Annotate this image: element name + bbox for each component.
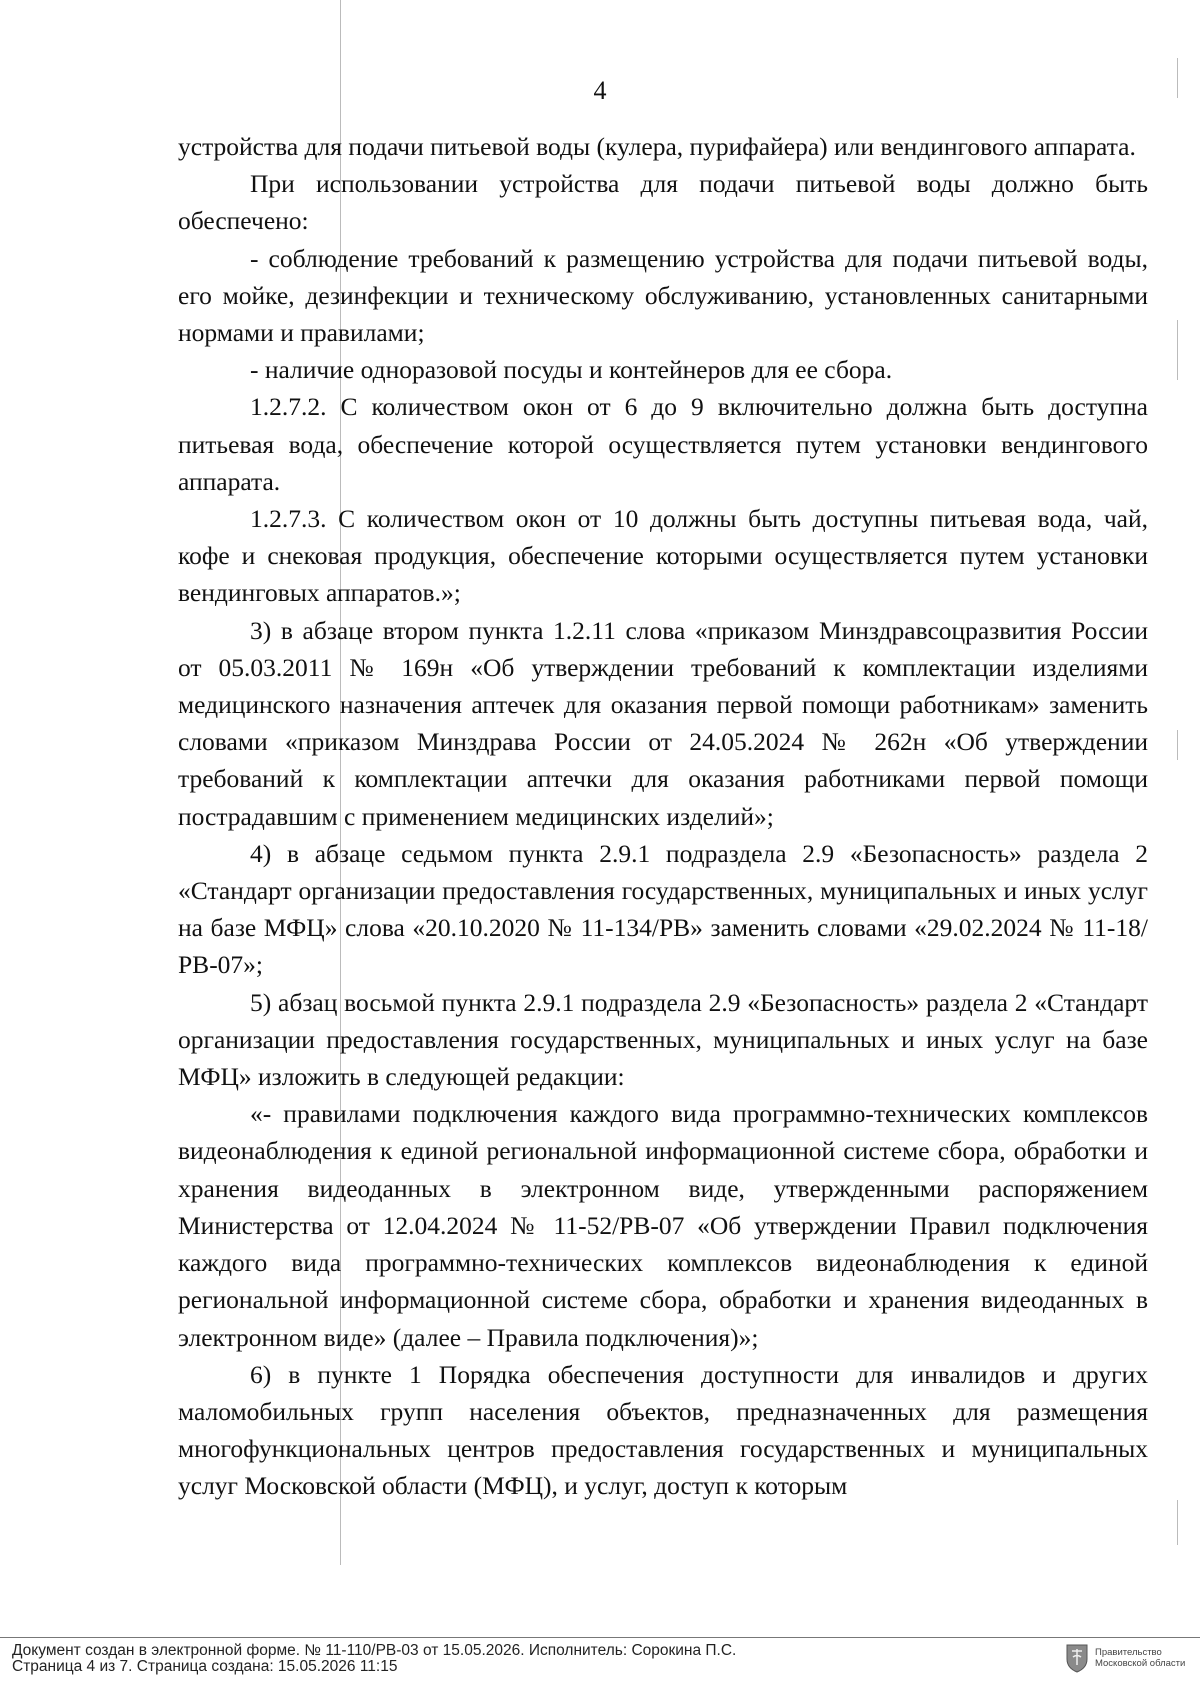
footer-divider (0, 1637, 1200, 1638)
footer-line: Документ создан в электронной форме. № 11-110/РВ-03 от 15.05.2026. Исполнитель: Сорокина П.С. (12, 1642, 737, 1659)
paragraph: 1.2.7.3. С количеством окон от 10 должны быть доступны питьевая вода, чай, кофе и снековая продукция, обеспечение которыми осуществляется путем установки вендинговых аппаратов.»; (178, 504, 1148, 608)
scan-artifact-line (1177, 320, 1178, 380)
paragraph: 3) в абзаце втором пункта 1.2.11 слова «приказом Минздравсоцразвития России от 05.03.2011 № 169н «Об утверждении требований к комплектации изделиями медицинского назначения аптечек для оказания первой помощи работникам» заменить словами «приказом Минздрава России от 24.05.2024 № 262н «Об утверждении требований к комплектации аптечки для оказания работниками первой помощи пострадавшим с применением медицинских изделий»; (178, 615, 1148, 831)
paragraph: 5) абзац восьмой пункта 2.9.1 подраздела 2.9 «Безопасность» раздела 2 «Стандарт организации предоставления государственных, муниципальных и иных услуг на базе МФЦ» изложить в следующей редакции: (178, 987, 1148, 1092)
paragraph: 1.2.7.2. С количеством окон от 6 до 9 включительно должна быть доступна питьевая вода, обеспечение которой осуществляется путем установки вендингового аппарата. (178, 392, 1148, 496)
paragraph: - соблюдение требований к размещению устройства для подачи питьевой воды, его мойке, дезинфекции и техническому обслуживанию, установленных санитарными нормами и правилами; (178, 243, 1148, 348)
coat-of-arms-icon (1064, 1643, 1090, 1673)
paragraph: 6) в пункте 1 Порядка обеспечения доступности для инвалидов и других маломобильных групп населения объектов, предназначенных для размещения многофункциональных центров предоставления государственных и муниципальных услуг Московской области (МФЦ), и услуг, доступ к которым (178, 1359, 1148, 1501)
paragraph: - наличие одноразовой посуды и контейнеров для ее сбора. (250, 355, 893, 385)
scan-artifact-line (1177, 730, 1178, 760)
document-body (178, 128, 1148, 1505)
paragraph: При использовании устройства для подачи питьевой воды должно быть обеспечено: (178, 169, 1148, 236)
footer (12, 1643, 736, 1675)
page-number: 4 (593, 76, 607, 105)
emblem-line: Правительство (1095, 1647, 1162, 1658)
paragraph: «- правилами подключения каждого вида программно-технических комплексов видеонаблюдения к единой региональной информационной системе сбора, обработки и хранения видеоданных в электронном виде, утвержденными распоряжением Министерства от 12.04.2024 № 11-52/РВ-07 «Об утверждении Правил подключения каждого вида программно-технических комплексов видеонаблюдения к единой региональной информационной системе сбора, обработки и хранения видеоданных в электронном виде» (далее – Правила подключения)»; (178, 1099, 1148, 1352)
government-emblem (1064, 1643, 1185, 1673)
emblem-line: Московской области (1095, 1658, 1186, 1669)
paragraph: 4) в абзаце седьмом пункта 2.9.1 подраздела 2.9 «Безопасность» раздела 2 «Стандарт организации предоставления государственных, муниципальных и иных услуг на базе МФЦ» слова «20.10.2020 № 11-134/РВ» заменить словами «29.02.2024 № 11-18/РВ-07»; (178, 838, 1148, 980)
footer-line: Страница 4 из 7. Страница создана: 15.05.2026 11:15 (12, 1658, 398, 1675)
emblem-text (1095, 1647, 1185, 1669)
paragraph: устройства для подачи питьевой воды (кулера, пурифайера) или вендингового аппарата. (178, 132, 1136, 161)
scan-artifact-line (1177, 1500, 1178, 1545)
